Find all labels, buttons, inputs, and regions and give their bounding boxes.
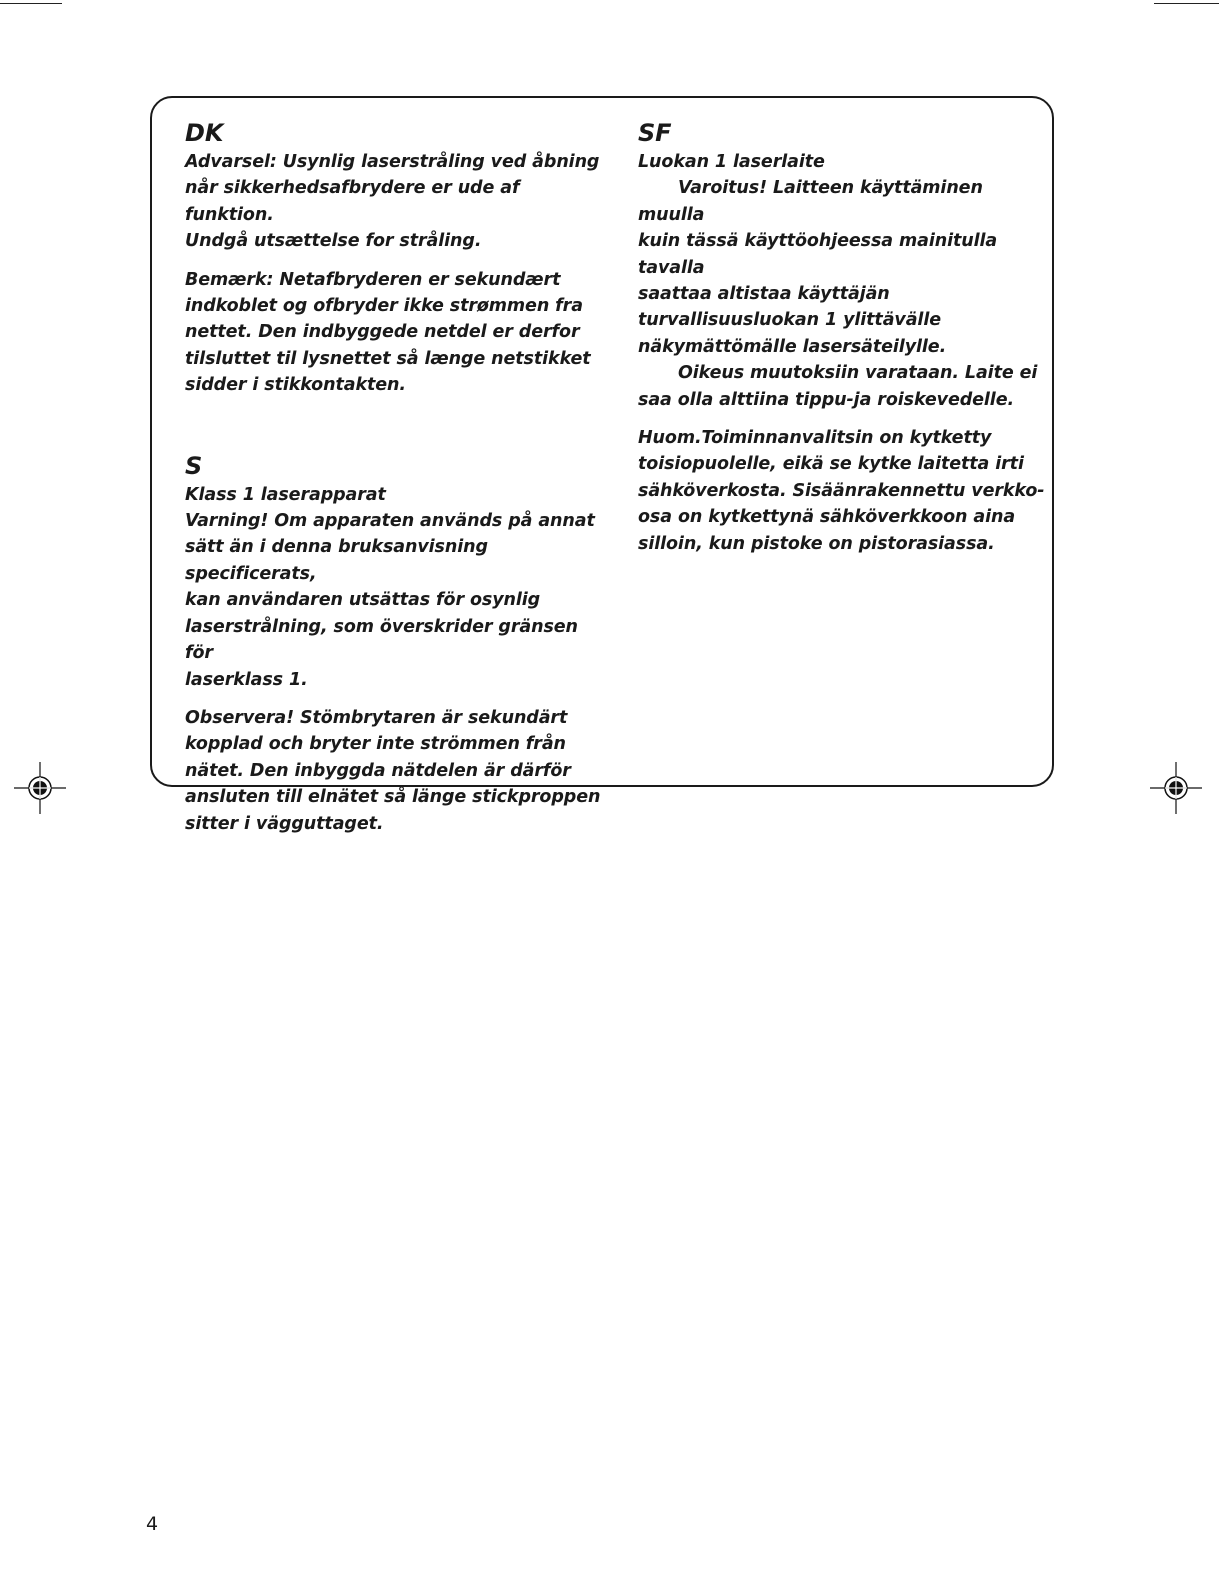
sf-note-text: Huom.Toiminnanvalitsin on kytketty toisiopuolelle, eikä se kytke laitetta irti sähköverkosta. Sisäänrakennettu verkko- osa on kytkettynä sähköverkkoon aina silloin, kun pistoke on pistorasiassa. [638, 428, 1045, 554]
sf-rights-text: Oikeus muutoksiin varataan. Laite ei saa olla alttiina tippu-ja roiskevedelle. [638, 363, 1038, 410]
crop-mark-top-right [1154, 3, 1219, 4]
registration-mark-right-icon [1150, 762, 1202, 814]
registration-mark-left-icon [14, 762, 66, 814]
dk-note-text: Bemærk: Netafbryderen er sekundært indkoblet og ofbryder ikke strømmen fra nettet. Den indbyggede netdel er derfor tilsluttet til lysnettet så længe netstikket sidder i stikkontakten. [185, 269, 591, 396]
page-number: 4 [146, 1513, 159, 1535]
section-heading-dk: DK [185, 119, 224, 147]
left-column [185, 118, 605, 837]
sf-warning-text: Varoitus! Laitteen käyttäminen muulla kuin tässä käyttöohjeessa mainitulla tavalla saattaa altistaa käyttäjän turvallisuusluokan 1 ylittävälle näkymättömälle lasersäteilylle. [638, 178, 998, 357]
sf-class-label: Luokan 1 laserlaite [638, 152, 825, 172]
crop-mark-top-left [0, 3, 62, 4]
dk-warning-text: Advarsel: Usynlig laserstråling ved åbning når sikkerhedsafbrydere er ude af funktion. Undgå utsættelse for stråling. [185, 152, 600, 252]
section-heading-s: S [185, 451, 203, 480]
s-note-text: Observera! Stömbrytaren är sekundärt kopplad och bryter inte strömmen från nätet. Den inbyggda nätdelen är därför ansluten till elnätet så länge stickproppen sitter i vägguttaget. [185, 707, 601, 834]
s-warning-text: Varning! Om apparaten används på annat sätt än i denna bruksanvisning specificerats, kan användaren utsättas för osynlig laserstrålning, som överskrider gränsen för laserklass 1. [185, 511, 595, 690]
s-class-label: Klass 1 laserapparat [185, 484, 386, 505]
right-column [638, 118, 1048, 557]
section-heading-sf: SF [638, 119, 672, 147]
